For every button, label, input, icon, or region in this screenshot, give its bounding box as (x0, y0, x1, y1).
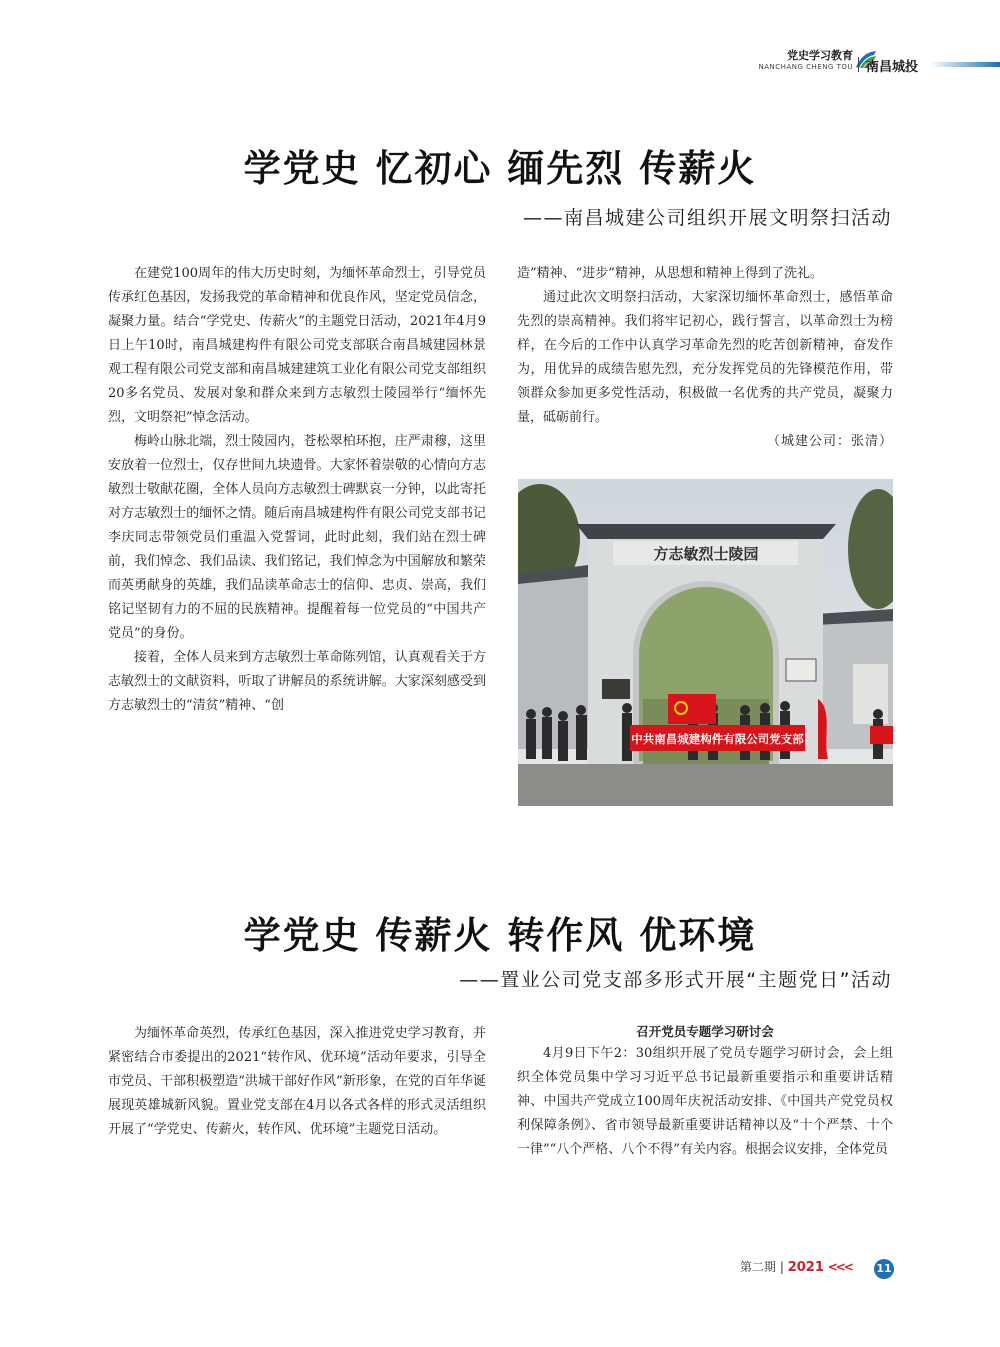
header-separator (858, 57, 859, 72)
section-title: 党史学习教育 (787, 49, 853, 62)
article1-subtitle: ——南昌城建公司组织开展文明祭扫活动 (522, 207, 892, 229)
gate-inscription: 方志敏烈士陵园 (653, 545, 759, 563)
svg-text:中共南昌城建构件有限公司党支部: 中共南昌城建构件有限公司党支部 (631, 732, 804, 746)
cemetery-gate-photo (518, 479, 893, 806)
article2-column-right (517, 1022, 893, 1162)
paragraph: 造”精神、“进步”精神，从思想和精神上得到了洗礼。 (517, 266, 823, 281)
header-accent-bar (930, 62, 1000, 67)
page-footer (740, 1258, 852, 1275)
paragraph: 4月9日下午2：30组织开展了党员专题学习研讨会，会上组织全体党员集中学习习近平总书记最新重要指示和重要讲话精神、中国共产党成立100周年庆祝活动安排、《中国共产党党员权利保障条例》、省市领导最新重要讲话精神以及“十个严禁、十个一律”“八个严格、八个不得”有关内容。根据会议安排，全体党员 (517, 1046, 893, 1157)
paragraph: 在建党100周年的伟大历史时刻，为缅怀革命烈士，引导党员传承红色基因，发扬我党的革命精神和优良作风，坚定党员信念，凝聚力量。结合“学党史、传薪火”的主题党日活动，2021年4月9日上午10时，南昌城建构件有限公司党支部联合南昌城建园林景观工程有限公司党支部和南昌城建建筑工业化有限公司党支部组织20多名党员、发展对象和群众来到方志敏烈士陵园举行“缅怀先烈，文明祭祀”悼念活动。 (108, 266, 486, 425)
article2-title: 学党史 传薪火 转作风 优环境 (243, 914, 757, 957)
article1-column-left (108, 262, 486, 718)
issue-year: 2021 (787, 1260, 824, 1275)
paragraph: 接着，全体人员来到方志敏烈士革命陈列馆，认真观看关于方志敏烈士的文献资料，听取了讲解员的系统讲解。大家深刻感受到方志敏烈士的“清贫”精神、“创 (108, 650, 486, 713)
author-credit: （城建公司：张清） (766, 434, 893, 449)
footer-divider: | (779, 1260, 788, 1274)
article1-title: 学党史 忆初心 缅先烈 传薪火 (243, 147, 757, 190)
paragraph: 为缅怀革命英烈，传承红色基因，深入推进党史学习教育，并紧密结合市委提出的2021“转作风、优环境”活动年要求，引导全市党员、干部积极塑造“洪城干部好作风”新形象，在党的百年华诞展现英雄城新风貌。置业党支部在4月以各式各样的形式灵活组织开展了“学党史、传薪火，转作风、优环境”主题党日活动。 (108, 1026, 486, 1137)
section-heading: 召开党员专题学习研讨会 (636, 1024, 774, 1039)
article2-subtitle: ——置业公司党支部多形式开展“主题党日”活动 (459, 969, 892, 991)
article2-column-left (108, 1022, 486, 1142)
paragraph: 梅岭山脉北端，烈士陵园内，苍松翠柏环抱，庄严肃穆，这里安放着一位烈士，仅存世间九块遗骨。大家怀着崇敬的心情向方志敏烈士敬献花圈，全体人员向方志敏烈士碑默哀一分钟，以此寄托对方志敏烈士的缅怀之情。随后南昌城建构件有限公司党支部书记李庆同志带领党员们重温入党誓词，此时此刻，我们站在烈士碑前，我们悼念、我们品读、我们铭记，我们悼念为中国解放和繁荣而英勇献身的英雄，我们品读革命志士的信仰、忠贞、崇高，我们铭记坚韧有力的不屈的民族精神。提醒着每一位党员的“中国共产党员”的身份。 (108, 434, 486, 641)
issue-label: 第二期 (740, 1260, 777, 1274)
brand-name: 南昌城投 (866, 60, 919, 75)
brand-english: NANCHANG CHENG TOU (758, 63, 853, 71)
page-number: 11 (874, 1259, 894, 1279)
paragraph: 通过此次文明祭扫活动，大家深切缅怀革命烈士，感悟革命先烈的崇高精神。我们将牢记初心，践行誓言，以革命烈士为榜样，在今后的工作中认真学习革命先烈的吃苦创新精神，奋发作为，用优异的成绩告慰先烈，充分发挥党员的先锋模范作用，带领群众参加更多党性活动，积极做一名优秀的共产党员，凝聚力量，砥砺前行。 (517, 290, 893, 425)
chevrons-icon: <<< (827, 1260, 852, 1274)
article1-column-right (517, 262, 893, 454)
header-block (725, 50, 853, 72)
